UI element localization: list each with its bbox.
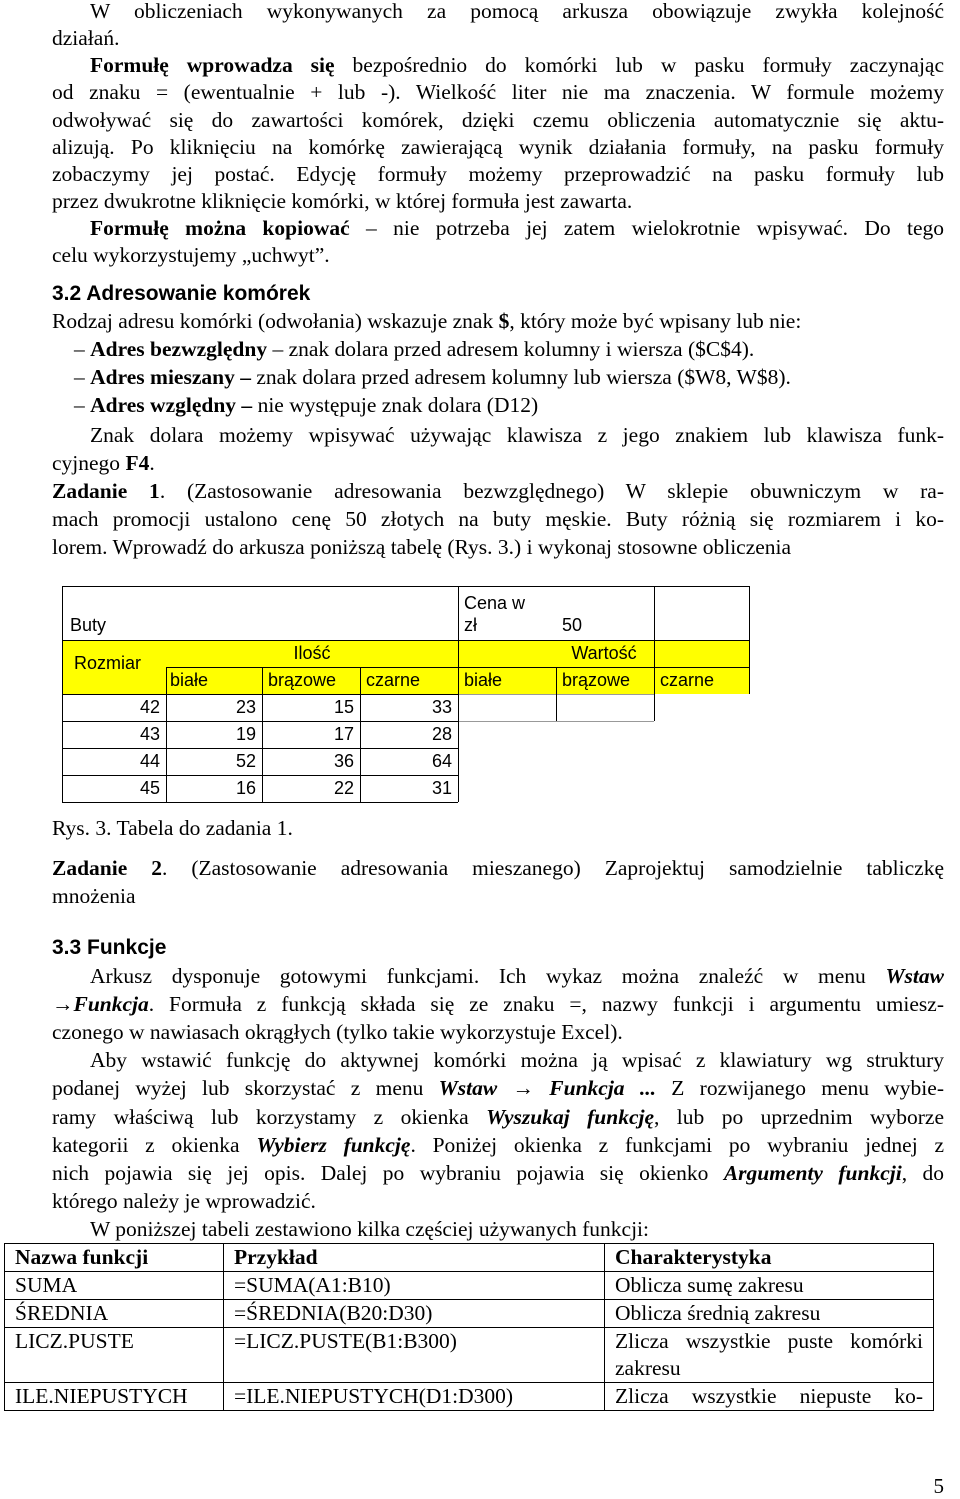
table-row — [5, 1272, 934, 1300]
menu-term: Wstaw — [885, 964, 944, 988]
paragraph-line: działań. — [52, 26, 120, 50]
table-cell: =ILE.NIEPUSTYCH(D1:D300) — [224, 1383, 605, 1411]
col-header: brązowe — [268, 670, 337, 690]
paragraph-line: czonego w nawiasach okrągłych (tylko takie wykorzystuje Excel). — [52, 1020, 623, 1044]
table-cell: 17 — [333, 724, 354, 744]
col-header: białe — [464, 670, 503, 690]
cell-wartosc: Wartość — [571, 643, 637, 663]
paragraph-line: Aby wstawić funkcję do aktywnej komórki można ją wpisać z klawiatury wg struktury — [90, 1048, 944, 1072]
table-cell — [605, 1383, 934, 1411]
text-run: . (Zastosowanie adresowania mieszanego) Zaprojektuj samodzielnie tabliczkę — [162, 856, 944, 880]
paragraph-line — [52, 1075, 944, 1102]
table-cell: Oblicza sumę zakresu — [605, 1272, 934, 1300]
table-cell: =ŚREDNIA(B20:D30) — [224, 1300, 605, 1328]
text-run: podanej wyżej lub skorzystać z menu — [52, 1076, 439, 1100]
paragraph-line: mach promocji ustalono cenę 50 złotych na buty męskie. Buty różnią się rozmiarem i ko- — [52, 507, 944, 531]
paragraph-line — [90, 52, 944, 79]
text-run: , lub po uprzednim wyborze — [654, 1105, 944, 1129]
table-cell: ILE.NIEPUSTYCH — [5, 1383, 224, 1411]
table-cell: 19 — [235, 724, 256, 744]
menu-term: Wstaw → Funkcja ... — [438, 1076, 656, 1100]
col-header: czarne — [660, 670, 715, 690]
page-number: 5 — [933, 1474, 944, 1498]
table-cell: Oblicza średnią zakresu — [605, 1300, 934, 1328]
cell-line: zakresu — [615, 1356, 681, 1380]
text-run: Arkusz dysponuje gotowymi funkcjami. Ich wykaz można znaleźć w menu — [90, 964, 886, 988]
bold-term: Adres bezwzględny — [90, 337, 268, 361]
dash: – — [74, 365, 91, 389]
text-run: , do — [901, 1161, 945, 1185]
menu-term: →Funkcja — [52, 992, 149, 1016]
bold-term: Adres względny – — [90, 393, 253, 417]
column-header: Nazwa funkcji — [5, 1244, 224, 1272]
paragraph-line: przez dwukrotne kliknięcie komórki, w której formuła jest zawarta. — [52, 189, 633, 213]
text-run: . — [149, 451, 155, 475]
text-run: nie występuje znak dolara (D12) — [252, 393, 539, 417]
paragraph-line — [52, 450, 944, 477]
section-heading: 3.2 Adresowanie komórek — [52, 282, 311, 305]
table-cell — [605, 1328, 934, 1383]
text-run: kategorii z okienka — [52, 1133, 257, 1157]
paragraph-line: odwoływać się do zawartości komórek, dzięki czemu obliczenia automatycznie się aktu- — [52, 108, 944, 132]
bold-term: Formułę wprowadza się — [90, 53, 335, 77]
section-heading: 3.3 Funkcje — [52, 936, 167, 959]
col-header: brązowe — [562, 670, 631, 690]
paragraph-line: którego należy je wprowadzić. — [52, 1189, 316, 1213]
bullet-line — [74, 364, 928, 391]
table-cell: 44 — [139, 751, 160, 771]
table-cell: 52 — [235, 751, 256, 771]
text-run: nich pojawia się jej opis. Dalej po wybraniu pojawia się okienko — [52, 1161, 724, 1185]
paragraph-line — [52, 991, 944, 1018]
bold-term: Zadanie 1 — [52, 479, 160, 503]
dash: – — [74, 393, 91, 417]
text-run: . Formuła z funkcją składa się ze znaku =, nazwy funkcji i argumentu umiesz- — [148, 992, 944, 1016]
paragraph-line — [90, 215, 944, 242]
cell-line: Zlicza wszystkie niepuste ko- — [615, 1384, 923, 1408]
cell-rozmiar: Rozmiar — [74, 653, 142, 673]
bullet-line — [74, 392, 928, 419]
bold-term: Zadanie 2 — [52, 856, 162, 880]
table-cell: SUMA — [5, 1272, 224, 1300]
paragraph-line — [52, 1104, 944, 1131]
paragraph-line: mnożenia — [52, 884, 136, 908]
table-cell: 33 — [431, 697, 452, 717]
bullet-line — [74, 336, 928, 363]
paragraph-line: zobaczymy jej postać. Edycję formuły możemy przeprowadzić na pasku formuły lub — [52, 162, 944, 186]
text-run: . Poniżej okienka z funkcjami po wybraniu jednej z — [410, 1133, 944, 1157]
cell-cena-value: 50 — [562, 615, 583, 635]
table-cell: 36 — [333, 751, 354, 771]
table-row — [5, 1328, 934, 1383]
paragraph-line — [52, 855, 944, 882]
paragraph-line — [52, 478, 944, 505]
text-run: ramy właściwą lub korzystamy z okienka — [52, 1105, 487, 1129]
paragraph-line: Znak dolara możemy wpisywać używając klawisza z jego znakiem lub klawisza funk- — [90, 423, 944, 447]
text-run: – nie potrzeba jej zatem wielokrotnie wpisywać. Do tego — [349, 216, 944, 240]
table-cell: 43 — [139, 724, 160, 744]
paragraph-line: od znaku = (ewentualnie + lub -). Wielkość liter nie ma znaczenia. W formule możemy — [52, 80, 944, 104]
table-cell: 15 — [333, 697, 354, 717]
table-cell: 45 — [139, 778, 160, 798]
paragraph-line: lorem. Wprowadź do arkusza poniższą tabelę (Rys. 3.) i wykonaj stosowne obliczenia — [52, 535, 792, 559]
text-run: znak dolara przed adresem kolumny lub wiersza ($W8, W$8). — [250, 365, 791, 389]
paragraph-line — [90, 963, 944, 990]
col-header: białe — [170, 670, 209, 690]
table-header-row — [5, 1244, 934, 1272]
cell-cena-unit: zł — [464, 615, 477, 635]
table-cell: 16 — [235, 778, 256, 798]
paragraph-line — [52, 1132, 944, 1159]
text-run: Z rozwijanego menu wybie- — [655, 1076, 944, 1100]
bold-term: Formułę można kopiować — [90, 216, 350, 240]
bold-term: F4 — [125, 451, 150, 475]
column-header: Charakterystyka — [605, 1244, 934, 1272]
table-cell: 31 — [431, 778, 452, 798]
table-cell: 42 — [139, 697, 160, 717]
column-header: Przykład — [224, 1244, 605, 1272]
bold-term: Adres mieszany – — [90, 365, 251, 389]
table-cell: LICZ.PUSTE — [5, 1328, 224, 1383]
cell-cena-label: Cena w — [464, 593, 526, 613]
table-row — [5, 1300, 934, 1328]
table-cell: ŚREDNIA — [5, 1300, 224, 1328]
table-row — [5, 1383, 934, 1411]
dash: – — [74, 337, 91, 361]
text-run: cyjnego — [52, 451, 126, 475]
paragraph-line: alizują. Po kliknięciu na komórkę zawierającą wynik działania formuły, na pasku formuły — [52, 135, 944, 159]
spreadsheet-figure — [62, 586, 750, 802]
cell-ilosc: Ilość — [293, 643, 331, 663]
figure-caption: Rys. 3. Tabela do zadania 1. — [52, 816, 293, 840]
table-cell: 23 — [235, 697, 256, 717]
paragraph-line: W poniższej tabeli zestawiono kilka częściej używanych funkcji: — [90, 1217, 649, 1241]
functions-table — [4, 1243, 934, 1411]
table-cell: 28 — [431, 724, 452, 744]
text-run: , który może być wpisany lub nie: — [509, 309, 802, 333]
table-cell: 64 — [431, 751, 452, 771]
col-header: czarne — [366, 670, 421, 690]
table-cell: 22 — [333, 778, 354, 798]
table-cell: =LICZ.PUSTE(B1:B300) — [224, 1328, 605, 1383]
paragraph-line: W obliczeniach wykonywanych za pomocą arkusza obowiązuje zwykła kolejność — [90, 0, 944, 23]
menu-term: Wyszukaj funkcję — [486, 1105, 655, 1129]
cell-line: Zlicza wszystkie puste komórki — [615, 1329, 923, 1353]
menu-term: Argumenty funkcji — [723, 1161, 902, 1185]
paragraph-line: celu wykorzystujemy „uchwyt”. — [52, 243, 330, 267]
menu-term: Wybierz funkcję — [256, 1133, 411, 1157]
bold-term: $ — [498, 309, 510, 333]
cell-buty: Buty — [70, 615, 107, 635]
paragraph-line — [52, 308, 944, 335]
text-run: – znak dolara przed adresem kolumny i wiersza ($C$4). — [267, 337, 755, 361]
table-cell: =SUMA(A1:B10) — [224, 1272, 605, 1300]
text-run: bezpośrednio do komórki lub w pasku formuły zaczynając — [334, 53, 945, 77]
text-run: . (Zastosowanie adresowania bezwzględnego) W sklepie obuwniczym w ra- — [159, 479, 944, 503]
text-run: Rodzaj adresu komórki (odwołania) wskazuje znak — [52, 309, 499, 333]
paragraph-line — [52, 1160, 944, 1187]
